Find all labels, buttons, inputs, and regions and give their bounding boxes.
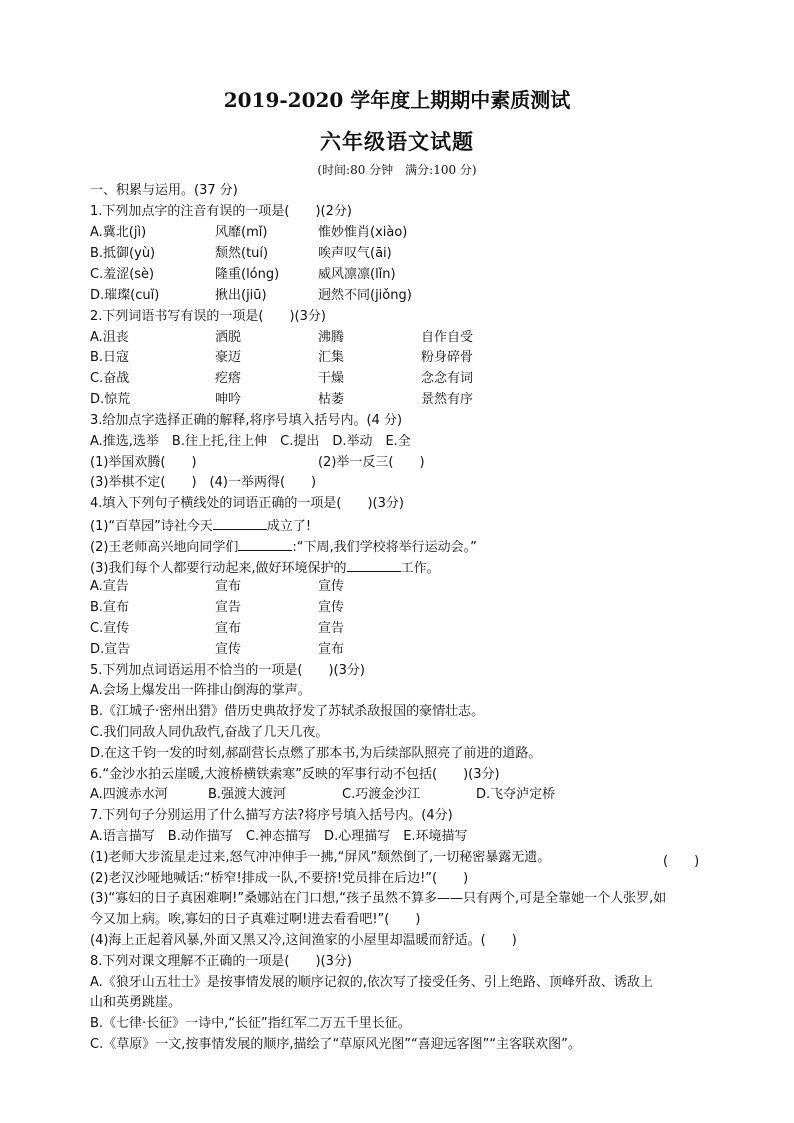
option-text: B.宣布 <box>90 600 130 615</box>
q7-sentence-3b: 今又加上病。唉,寡妇的日子真难过啊!进去看看吧!”( ) <box>90 912 421 927</box>
question-6-stem: 6.“金沙水拍云崖暖,大渡桥横铁索寒”反映的军事行动不包括( )(3分) <box>90 767 500 782</box>
option-text: 揪出(jiū) <box>215 288 267 303</box>
q8-option-c: C.《草原》一文,按事情发展的顺序,描绘了“草原风光图”“喜迎远客图”“主客联欢图”。 <box>90 1037 581 1052</box>
time-info: (时间:80 分钟 满分:100 分) <box>317 163 477 177</box>
option-text: 景然有序 <box>421 392 474 407</box>
fill-item: (1)举国欢腾( ) <box>90 455 197 470</box>
option-text: 自作自受 <box>421 330 474 345</box>
option-text: D.飞夺泸定桥 <box>476 787 556 802</box>
answer-paren[interactable]: ( ) <box>663 854 700 869</box>
option-text: D.璀璨(cuǐ) <box>90 288 160 303</box>
option-text: 干燥 <box>318 371 345 386</box>
q7-options: A.语言描写 B.动作描写 C.神态描写 D.心理描写 E.环境描写 <box>90 829 468 844</box>
option-text: A.宣告 <box>90 579 129 594</box>
q8-option-b: B.《七律·长征》一诗中,“长征”指红军二万五千里长征。 <box>90 1016 411 1031</box>
option-text: 呻吟 <box>215 392 242 407</box>
option-text: 宣告 <box>215 600 242 615</box>
option-text: B.强渡大渡河 <box>208 787 287 802</box>
option-text: 宣布 <box>215 579 242 594</box>
option-text: 洒脱 <box>215 330 242 345</box>
answer-blank[interactable] <box>238 538 292 551</box>
option-text: 念念有词 <box>421 371 474 386</box>
q4-sentence-2 <box>90 538 477 556</box>
q5-option-c: C.我们同敌人同仇敌忾,奋战了几天几夜。 <box>90 725 329 740</box>
option-text: 颓然(tuí) <box>215 246 269 261</box>
sentence-text: (2)王老师高兴地向同学们 <box>90 540 239 555</box>
option-text: C.巧渡金沙江 <box>342 787 421 802</box>
q8-option-a-line1: A.《狼牙山五壮士》是按事情发展的顺序记叙的,依次写了接受任务、引上绝路、顶峰歼敌、诱敌上 <box>90 975 653 990</box>
q7-sentence-1: (1)老师大步流星走过来,怒气冲冲伸手一拂,“屏风”颓然倒了,一切秘密暴露无遗。 <box>90 850 551 865</box>
section-heading: 一、积累与运用。(37 分) <box>90 183 238 198</box>
exam-subtitle: 六年级语文试题 <box>320 129 474 154</box>
option-text: 宣传 <box>215 642 242 657</box>
option-text: A.冀北(jì) <box>90 225 147 240</box>
option-text: 沸腾 <box>318 330 345 345</box>
q5-option-a: A.会场上爆发出一阵排山倒海的掌声。 <box>90 683 311 698</box>
option-text: B.日寇 <box>90 350 130 365</box>
q7-sentence-4: (4)海上正起着风暴,外面又黑又冷,这间渔家的小屋里却温暖而舒适。( ) <box>90 933 517 948</box>
answer-blank[interactable] <box>347 559 401 572</box>
question-4-stem: 4.填入下列句子横线处的词语正确的一项是( )(3分) <box>90 496 404 511</box>
answer-blank[interactable] <box>213 517 267 530</box>
option-text: 宣传 <box>318 579 345 594</box>
question-8-stem: 8.下列对课文理解不正确的一项是( )(3分) <box>90 954 352 969</box>
sentence-text: 工作。 <box>400 561 440 576</box>
q4-sentence-1 <box>90 517 311 535</box>
option-text: C.奋战 <box>90 371 130 386</box>
option-text: 枯萎 <box>318 392 345 407</box>
option-text: 宣告 <box>318 621 345 636</box>
option-text: C.羞涩(sè) <box>90 267 155 282</box>
question-5-stem: 5.下列加点词语运用不恰当的一项是( )(3分) <box>90 663 365 678</box>
sentence-text: 成立了! <box>266 519 312 534</box>
question-2-stem: 2.下列词语书写有误的一项是( )(3分) <box>90 309 326 324</box>
exam-title: 2019-2020 学年度上期期中素质测试 <box>223 88 571 112</box>
q7-sentence-2: (2)老汉沙哑地喊话:“桥窄!排成一队,不要挤!党员排在后边!”( ) <box>90 871 469 886</box>
option-text: 隆重(lóng) <box>215 267 280 282</box>
option-text: 宣布 <box>318 642 345 657</box>
option-text: B.抵御(yù) <box>90 246 156 261</box>
option-text: A.四渡赤水河 <box>90 787 168 802</box>
option-text: 威风凛凛(lǐn) <box>318 267 396 282</box>
q8-option-a-line2: 山和英勇跳崖。 <box>90 995 182 1010</box>
question-7-stem: 7.下列句子分别运用了什么描写方法?将序号填入括号内。(4分) <box>90 808 453 823</box>
option-text: 疙瘩 <box>215 371 242 386</box>
q3-items-row2: (3)举棋不定( ) (4)一举两得( ) <box>90 475 317 490</box>
option-text: D.惊荒 <box>90 392 131 407</box>
option-text: 宣传 <box>318 600 345 615</box>
q5-option-b: B.《江城子·密州出猎》借历史典故抒发了苏轼杀敌报国的豪情壮志。 <box>90 704 485 719</box>
q5-option-d: D.在这千钧一发的时刻,郝副营长点燃了那本书,为后续部队照亮了前进的道路。 <box>90 746 542 761</box>
option-text: 风靡(mǐ) <box>215 225 268 240</box>
option-text: 唉声叹气(āi) <box>318 246 392 261</box>
option-text: A.沮丧 <box>90 330 129 345</box>
option-text: 汇集 <box>318 350 345 365</box>
option-text: D.宣告 <box>90 642 131 657</box>
q3-options: A.推选,选举 B.往上托,往上伸 C.提出 D.举动 E.全 <box>90 434 411 449</box>
option-text: 豪迈 <box>215 350 242 365</box>
q4-sentence-3 <box>90 559 440 577</box>
option-text: 惟妙惟肖(xiào) <box>318 225 408 240</box>
option-text: C.宣传 <box>90 621 130 636</box>
option-text: 宣布 <box>215 621 242 636</box>
question-3-stem: 3.给加点字选择正确的解释,将序号填入括号内。(4 分) <box>90 413 403 428</box>
option-text: 粉身碎骨 <box>421 350 474 365</box>
option-text: 迥然不同(jiǒng) <box>318 288 412 303</box>
sentence-text: :“下周,我们学校将举行运动会。” <box>292 540 477 555</box>
question-1-stem: 1.下列加点字的注音有误的一项是( )(2分) <box>90 204 352 219</box>
sentence-text: (3)我们每个人都要行动起来,做好环境保护的 <box>90 561 347 576</box>
sentence-text: (1)“百草园”诗社今天 <box>90 519 213 534</box>
fill-item: (2)举一反三( ) <box>318 455 425 470</box>
q7-sentence-3a: (3)“寡妇的日子真困难啊!”桑娜站在门口想,“孩子虽然不算多——只有两个,可是全靠她一个人张罗,如 <box>90 891 667 906</box>
